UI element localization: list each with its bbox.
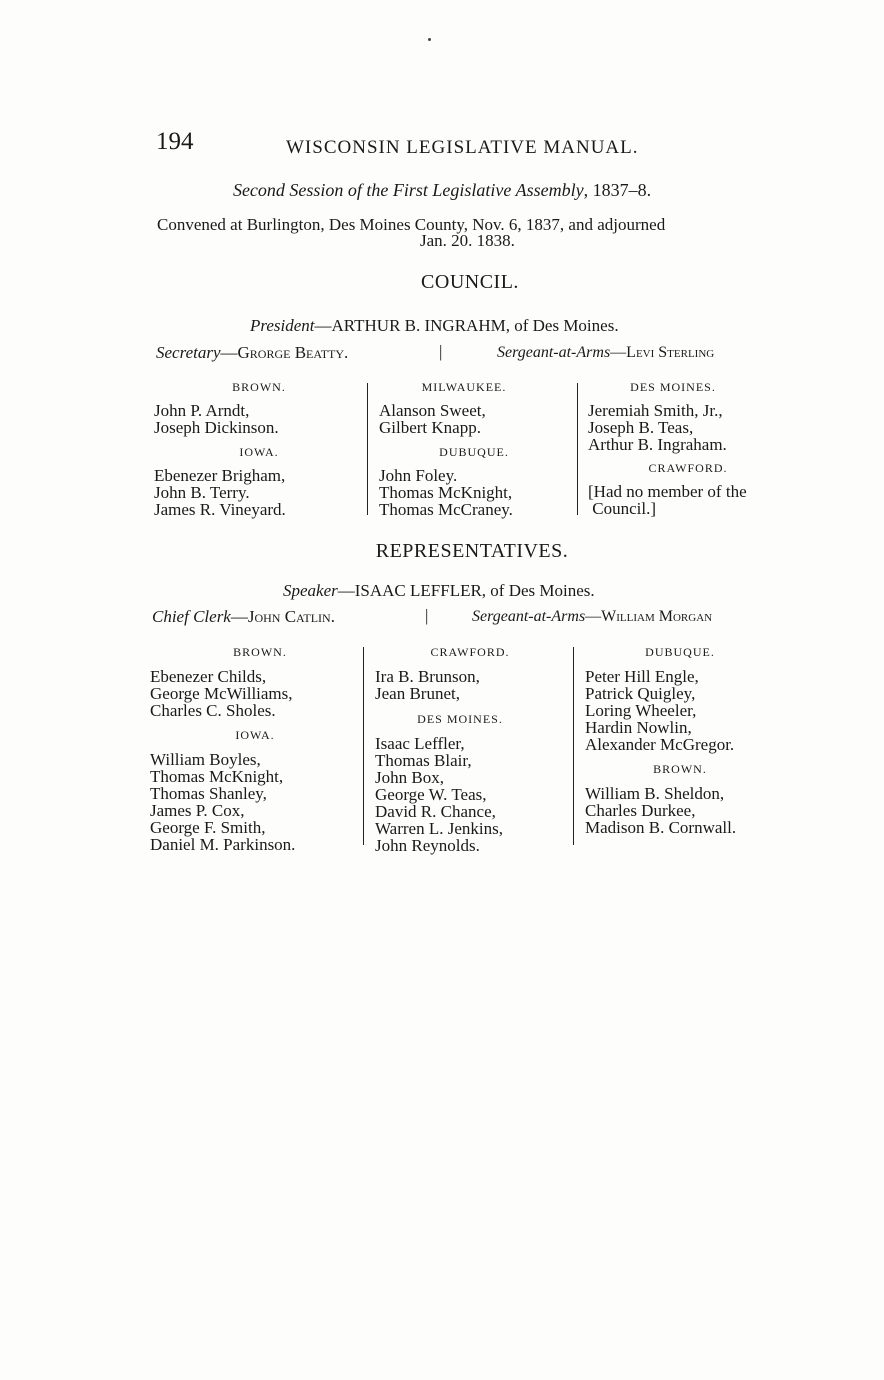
member-name: Jeremiah Smith, Jr., bbox=[588, 401, 723, 420]
chief-clerk-value: —John Catlin. bbox=[230, 607, 335, 626]
county-header: DUBUQUE. bbox=[439, 445, 509, 459]
officer-separator: | bbox=[439, 342, 443, 361]
council-column-1 bbox=[154, 380, 364, 518]
council-secretary bbox=[156, 343, 348, 363]
member-name: David R. Chance, bbox=[375, 802, 496, 821]
county-header: IOWA. bbox=[235, 728, 275, 742]
rep-sergeant-value: —William Morgan bbox=[585, 608, 713, 625]
member-name: Peter Hill Engle, bbox=[585, 667, 699, 686]
member-name: William Boyles, bbox=[150, 750, 261, 769]
member-name: Joseph B. Teas, bbox=[588, 418, 694, 437]
member-name: Patrick Quigley, bbox=[585, 684, 696, 703]
member-name: Ebenezer Childs, bbox=[150, 667, 267, 686]
member-name: Alexander McGregor. bbox=[585, 735, 735, 754]
council-sergeant-label: Sergeant-at-Arms bbox=[497, 344, 611, 361]
member-name: Thomas McKnight, bbox=[379, 483, 513, 502]
member-list bbox=[150, 751, 360, 853]
rep-column-1 bbox=[150, 645, 360, 853]
member-name: Arthur B. Ingraham. bbox=[588, 435, 727, 454]
council-sergeant bbox=[497, 344, 714, 362]
column-rule bbox=[367, 383, 368, 515]
president-label: President bbox=[250, 316, 315, 335]
member-name: [Had no member of the bbox=[588, 482, 747, 501]
member-name: Charles C. Sholes. bbox=[150, 701, 276, 720]
secretary-label: Secretary bbox=[156, 343, 221, 362]
county-header: BROWN. bbox=[653, 762, 707, 776]
member-name: John Box, bbox=[375, 768, 444, 787]
member-name: Ira B. Brunson, bbox=[375, 667, 480, 686]
convened-line-2: Jan. 20. 1838. bbox=[420, 231, 515, 250]
member-list bbox=[375, 668, 565, 702]
member-name: James R. Vineyard. bbox=[154, 500, 286, 519]
president-value: —ARTHUR B. INGRAHM, of Des Moines. bbox=[314, 316, 619, 335]
county-header: IOWA. bbox=[239, 445, 279, 459]
member-list bbox=[154, 467, 364, 518]
member-name: Hardin Nowlin, bbox=[585, 718, 692, 737]
member-name: George McWilliams, bbox=[150, 684, 293, 703]
county-header: BROWN. bbox=[233, 645, 287, 659]
county-header: DES MOINES. bbox=[630, 380, 716, 394]
column-rule bbox=[363, 647, 364, 845]
session-title bbox=[0, 180, 884, 201]
member-list bbox=[379, 402, 569, 436]
member-name: Charles Durkee, bbox=[585, 801, 696, 820]
convened-line-1: Convened at Burlington, Des Moines County, Nov. 6, 1837, and adjourned bbox=[157, 215, 666, 234]
member-name: John P. Arndt, bbox=[154, 401, 250, 420]
county-header: DUBUQUE. bbox=[645, 645, 715, 659]
member-list bbox=[379, 467, 569, 518]
member-name: Joseph Dickinson. bbox=[154, 418, 279, 437]
county-header: MILWAUKEE. bbox=[421, 380, 507, 394]
member-name: Daniel M. Parkinson. bbox=[150, 835, 296, 854]
member-name: Ebenezer Brigham, bbox=[154, 466, 286, 485]
member-name: John B. Terry. bbox=[154, 483, 250, 502]
member-list bbox=[585, 785, 795, 836]
member-name: William B. Sheldon, bbox=[585, 784, 725, 803]
member-name: Thomas Shanley, bbox=[150, 784, 267, 803]
rep-chief-clerk bbox=[152, 607, 335, 627]
member-name: Gilbert Knapp. bbox=[379, 418, 481, 437]
council-column-2 bbox=[379, 380, 569, 518]
county-header: BROWN. bbox=[232, 380, 286, 394]
member-list bbox=[588, 402, 798, 453]
member-list bbox=[585, 668, 795, 753]
member-name: Alanson Sweet, bbox=[379, 401, 486, 420]
member-name: Thomas McKnight, bbox=[150, 767, 284, 786]
rep-sergeant-label: Sergeant-at-Arms bbox=[472, 608, 586, 625]
rep-column-3 bbox=[585, 645, 795, 836]
officer-separator: | bbox=[425, 606, 429, 625]
column-rule bbox=[577, 383, 578, 515]
representatives-heading: REPRESENTATIVES. bbox=[375, 540, 569, 562]
council-column-3 bbox=[588, 380, 798, 517]
county-header: CRAWFORD. bbox=[648, 461, 728, 475]
member-name: Thomas McCraney. bbox=[379, 500, 513, 519]
county-header: CRAWFORD. bbox=[430, 645, 510, 659]
member-name: Isaac Leffler, bbox=[375, 734, 465, 753]
chief-clerk-label: Chief Clerk bbox=[152, 607, 231, 626]
session-title-italic: Second Session of the First Legislative Assembly bbox=[232, 180, 584, 200]
speaker-label: Speaker bbox=[283, 581, 338, 600]
rep-sergeant bbox=[472, 608, 712, 626]
county-header: DES MOINES. bbox=[417, 712, 503, 726]
running-title: WISCONSIN LEGISLATIVE MANUAL. bbox=[286, 137, 639, 158]
member-name: Jean Brunet, bbox=[375, 684, 460, 703]
member-name: John Reynolds. bbox=[375, 836, 480, 855]
council-heading: COUNCIL. bbox=[421, 271, 519, 293]
secretary-value: —Grorge Beatty. bbox=[220, 343, 349, 362]
council-sergeant-value: —Levi Sterling bbox=[610, 344, 715, 361]
member-name: George W. Teas, bbox=[375, 785, 487, 804]
member-name: George F. Smith, bbox=[150, 818, 266, 837]
council-president bbox=[250, 316, 619, 336]
rep-speaker bbox=[283, 581, 595, 601]
member-name: John Foley. bbox=[379, 466, 458, 485]
member-name: Council.] bbox=[588, 499, 656, 518]
column-rule bbox=[573, 647, 574, 845]
member-list bbox=[154, 402, 364, 436]
rep-column-2 bbox=[375, 645, 565, 854]
page-number: 194 bbox=[156, 128, 194, 155]
member-list bbox=[375, 735, 565, 854]
member-list bbox=[150, 668, 360, 719]
session-title-years: , 1837–8. bbox=[583, 180, 652, 200]
member-name: Loring Wheeler, bbox=[585, 701, 697, 720]
speaker-value: —ISAAC LEFFLER, of Des Moines. bbox=[337, 581, 595, 600]
member-name: Thomas Blair, bbox=[375, 751, 472, 770]
member-name: Madison B. Cornwall. bbox=[585, 818, 737, 837]
member-name: James P. Cox, bbox=[150, 801, 245, 820]
member-name: Warren L. Jenkins, bbox=[375, 819, 503, 838]
page-speck bbox=[428, 38, 431, 41]
member-list bbox=[588, 483, 798, 517]
